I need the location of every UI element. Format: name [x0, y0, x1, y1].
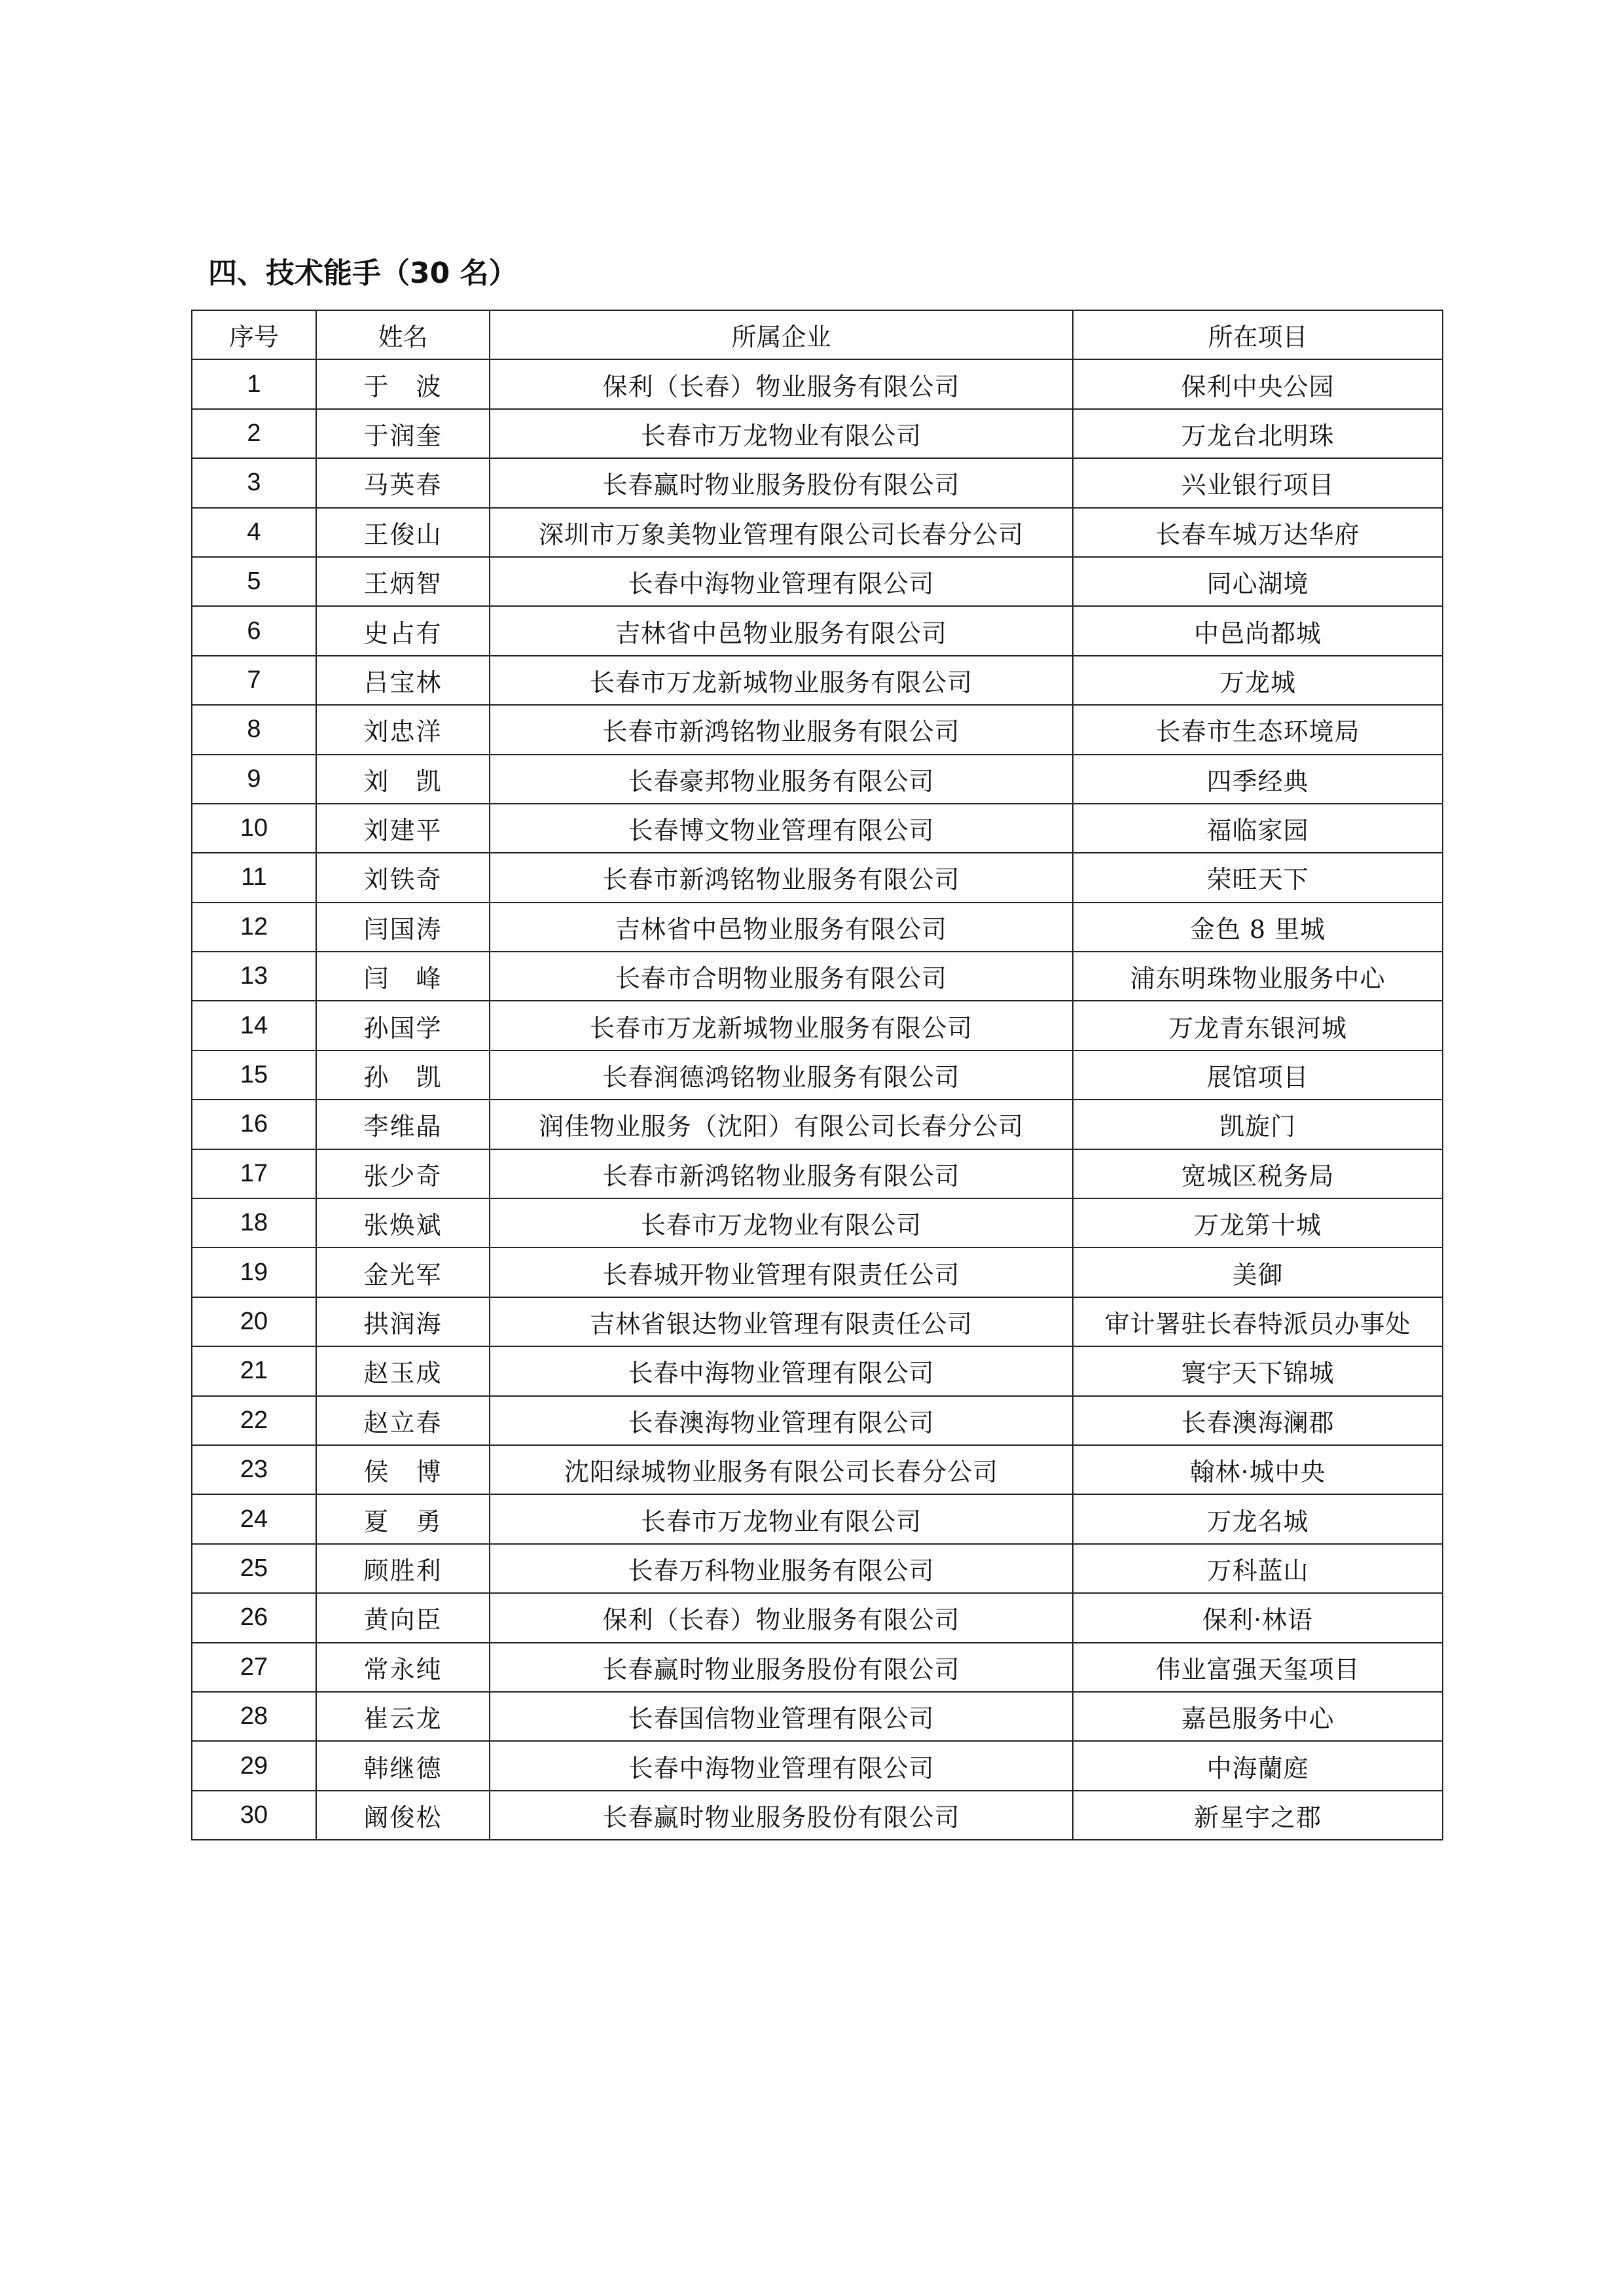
cell-name: 史占有	[316, 606, 490, 655]
cell-company: 长春赢时物业服务股份有限公司	[490, 1791, 1073, 1840]
cell-project: 中邑尚都城	[1073, 606, 1443, 655]
cell-project: 伟业富强天玺项目	[1073, 1643, 1443, 1692]
cell-name: 金光军	[316, 1247, 490, 1297]
cell-name: 张焕斌	[316, 1198, 490, 1247]
cell-company: 长春市万龙物业有限公司	[490, 1494, 1073, 1543]
cell-company: 长春市万龙新城物业服务有限公司	[490, 1001, 1073, 1050]
cell-project: 万龙青东银河城	[1073, 1001, 1443, 1050]
cell-company: 长春国信物业管理有限公司	[490, 1692, 1073, 1741]
cell-company: 长春澳海物业管理有限公司	[490, 1396, 1073, 1445]
table-row	[192, 903, 1443, 952]
cell-no: 2	[192, 409, 316, 458]
cell-name: 刘忠洋	[316, 705, 490, 754]
cell-name: 李维晶	[316, 1100, 490, 1149]
cell-no: 13	[192, 952, 316, 1001]
cell-project: 凯旋门	[1073, 1100, 1443, 1149]
cell-project: 保利中央公园	[1073, 359, 1443, 408]
table-row	[192, 1050, 1443, 1100]
cell-name: 崔云龙	[316, 1692, 490, 1741]
table-row	[192, 1692, 1443, 1741]
table-row	[192, 557, 1443, 606]
cell-name: 王俊山	[316, 508, 490, 557]
cell-no: 12	[192, 903, 316, 952]
cell-company: 长春博文物业管理有限公司	[490, 804, 1073, 853]
cell-project: 金色 8 里城	[1073, 903, 1443, 952]
cell-no: 26	[192, 1593, 316, 1642]
table-row	[192, 359, 1443, 408]
cell-no: 14	[192, 1001, 316, 1050]
technical-experts-table	[191, 310, 1443, 1840]
cell-company: 长春中海物业管理有限公司	[490, 1741, 1073, 1790]
cell-no: 1	[192, 359, 316, 408]
cell-project: 万龙名城	[1073, 1494, 1443, 1543]
cell-project: 万龙第十城	[1073, 1198, 1443, 1247]
cell-project: 宽城区税务局	[1073, 1149, 1443, 1198]
cell-no: 20	[192, 1297, 316, 1346]
table-header-row	[192, 310, 1443, 359]
table-row	[192, 1198, 1443, 1247]
cell-project: 长春车城万达华府	[1073, 508, 1443, 557]
cell-company: 长春市万龙新城物业服务有限公司	[490, 656, 1073, 705]
cell-company: 长春赢时物业服务股份有限公司	[490, 1643, 1073, 1692]
table-row	[192, 1741, 1443, 1790]
cell-company: 吉林省银达物业管理有限责任公司	[490, 1297, 1073, 1346]
table-row	[192, 1593, 1443, 1642]
table-row	[192, 1149, 1443, 1198]
cell-name: 闫国涛	[316, 903, 490, 952]
cell-no: 22	[192, 1396, 316, 1445]
cell-name: 顾胜利	[316, 1544, 490, 1593]
table-row	[192, 656, 1443, 705]
cell-project: 嘉邑服务中心	[1073, 1692, 1443, 1741]
table-row	[192, 952, 1443, 1001]
cell-project: 中海蘭庭	[1073, 1741, 1443, 1790]
cell-project: 展馆项目	[1073, 1050, 1443, 1100]
cell-no: 8	[192, 705, 316, 754]
cell-company: 长春润德鸿铭物业服务有限公司	[490, 1050, 1073, 1100]
table-row	[192, 853, 1443, 902]
cell-no: 28	[192, 1692, 316, 1741]
table-row	[192, 755, 1443, 804]
cell-company: 长春城开物业管理有限责任公司	[490, 1247, 1073, 1297]
cell-no: 23	[192, 1445, 316, 1494]
table-row	[192, 1247, 1443, 1297]
cell-name: 侯 博	[316, 1445, 490, 1494]
cell-project: 美御	[1073, 1247, 1443, 1297]
cell-name: 阚俊松	[316, 1791, 490, 1840]
cell-no: 24	[192, 1494, 316, 1543]
cell-name: 常永纯	[316, 1643, 490, 1692]
cell-company: 深圳市万象美物业管理有限公司长春分公司	[490, 508, 1073, 557]
cell-name: 赵玉成	[316, 1346, 490, 1395]
cell-name: 于润奎	[316, 409, 490, 458]
cell-project: 保利·林语	[1073, 1593, 1443, 1642]
cell-company: 长春市合明物业服务有限公司	[490, 952, 1073, 1001]
cell-name: 孙 凯	[316, 1050, 490, 1100]
table-row	[192, 1396, 1443, 1445]
cell-company: 长春市万龙物业有限公司	[490, 1198, 1073, 1247]
cell-no: 4	[192, 508, 316, 557]
cell-project: 长春市生态环境局	[1073, 705, 1443, 754]
table-body	[192, 359, 1443, 1840]
cell-name: 刘铁奇	[316, 853, 490, 902]
cell-no: 3	[192, 458, 316, 507]
table-row	[192, 1445, 1443, 1494]
table-row	[192, 1001, 1443, 1050]
table-row	[192, 458, 1443, 507]
table-row	[192, 508, 1443, 557]
cell-company: 吉林省中邑物业服务有限公司	[490, 606, 1073, 655]
table-row	[192, 1544, 1443, 1593]
cell-no: 9	[192, 755, 316, 804]
table-row	[192, 705, 1443, 754]
cell-no: 7	[192, 656, 316, 705]
cell-company: 润佳物业服务（沈阳）有限公司长春分公司	[490, 1100, 1073, 1149]
column-header-name: 姓名	[316, 310, 490, 359]
cell-project: 万科蓝山	[1073, 1544, 1443, 1593]
table-row	[192, 606, 1443, 655]
cell-no: 11	[192, 853, 316, 902]
cell-no: 10	[192, 804, 316, 853]
cell-name: 闫 峰	[316, 952, 490, 1001]
cell-name: 夏 勇	[316, 1494, 490, 1543]
cell-name: 孙国学	[316, 1001, 490, 1050]
cell-no: 21	[192, 1346, 316, 1395]
cell-no: 19	[192, 1247, 316, 1297]
table-row	[192, 409, 1443, 458]
cell-name: 马英春	[316, 458, 490, 507]
cell-project: 新星宇之郡	[1073, 1791, 1443, 1840]
table-row	[192, 1791, 1443, 1840]
cell-company: 保利（长春）物业服务有限公司	[490, 1593, 1073, 1642]
column-header-no: 序号	[192, 310, 316, 359]
cell-no: 5	[192, 557, 316, 606]
cell-name: 张少奇	[316, 1149, 490, 1198]
cell-company: 长春市新鸿铭物业服务有限公司	[490, 705, 1073, 754]
table-row	[192, 1297, 1443, 1346]
table-row	[192, 1494, 1443, 1543]
cell-project: 翰林·城中央	[1073, 1445, 1443, 1494]
cell-no: 17	[192, 1149, 316, 1198]
cell-project: 浦东明珠物业服务中心	[1073, 952, 1443, 1001]
table-row	[192, 804, 1443, 853]
cell-no: 15	[192, 1050, 316, 1100]
cell-company: 吉林省中邑物业服务有限公司	[490, 903, 1073, 952]
table-row	[192, 1643, 1443, 1692]
cell-no: 16	[192, 1100, 316, 1149]
column-header-company: 所属企业	[490, 310, 1073, 359]
cell-name: 拱润海	[316, 1297, 490, 1346]
cell-name: 韩继德	[316, 1741, 490, 1790]
cell-name: 吕宝林	[316, 656, 490, 705]
cell-company: 长春市新鸿铭物业服务有限公司	[490, 853, 1073, 902]
cell-no: 6	[192, 606, 316, 655]
table-row	[192, 1100, 1443, 1149]
cell-name: 黄向臣	[316, 1593, 490, 1642]
cell-no: 30	[192, 1791, 316, 1840]
section-heading: 四、技术能手（30 名）	[208, 257, 518, 290]
cell-name: 于 波	[316, 359, 490, 408]
cell-project: 福临家园	[1073, 804, 1443, 853]
cell-project: 长春澳海澜郡	[1073, 1396, 1443, 1445]
cell-company: 长春万科物业服务有限公司	[490, 1544, 1073, 1593]
cell-project: 荣旺天下	[1073, 853, 1443, 902]
cell-company: 长春市新鸿铭物业服务有限公司	[490, 1149, 1073, 1198]
cell-company: 沈阳绿城物业服务有限公司长春分公司	[490, 1445, 1073, 1494]
cell-company: 长春豪邦物业服务有限公司	[490, 755, 1073, 804]
cell-project: 万龙城	[1073, 656, 1443, 705]
cell-company: 保利（长春）物业服务有限公司	[490, 359, 1073, 408]
cell-project: 同心湖境	[1073, 557, 1443, 606]
cell-project: 四季经典	[1073, 755, 1443, 804]
cell-project: 寰宇天下锦城	[1073, 1346, 1443, 1395]
cell-no: 18	[192, 1198, 316, 1247]
cell-company: 长春中海物业管理有限公司	[490, 1346, 1073, 1395]
cell-company: 长春市万龙物业有限公司	[490, 409, 1073, 458]
column-header-project: 所在项目	[1073, 310, 1443, 359]
cell-name: 刘建平	[316, 804, 490, 853]
cell-project: 万龙台北明珠	[1073, 409, 1443, 458]
cell-no: 29	[192, 1741, 316, 1790]
table-row	[192, 1346, 1443, 1395]
cell-company: 长春赢时物业服务股份有限公司	[490, 458, 1073, 507]
cell-project: 审计署驻长春特派员办事处	[1073, 1297, 1443, 1346]
cell-name: 刘 凯	[316, 755, 490, 804]
cell-no: 25	[192, 1544, 316, 1593]
cell-name: 赵立春	[316, 1396, 490, 1445]
cell-project: 兴业银行项目	[1073, 458, 1443, 507]
cell-company: 长春中海物业管理有限公司	[490, 557, 1073, 606]
cell-name: 王炳智	[316, 557, 490, 606]
cell-no: 27	[192, 1643, 316, 1692]
